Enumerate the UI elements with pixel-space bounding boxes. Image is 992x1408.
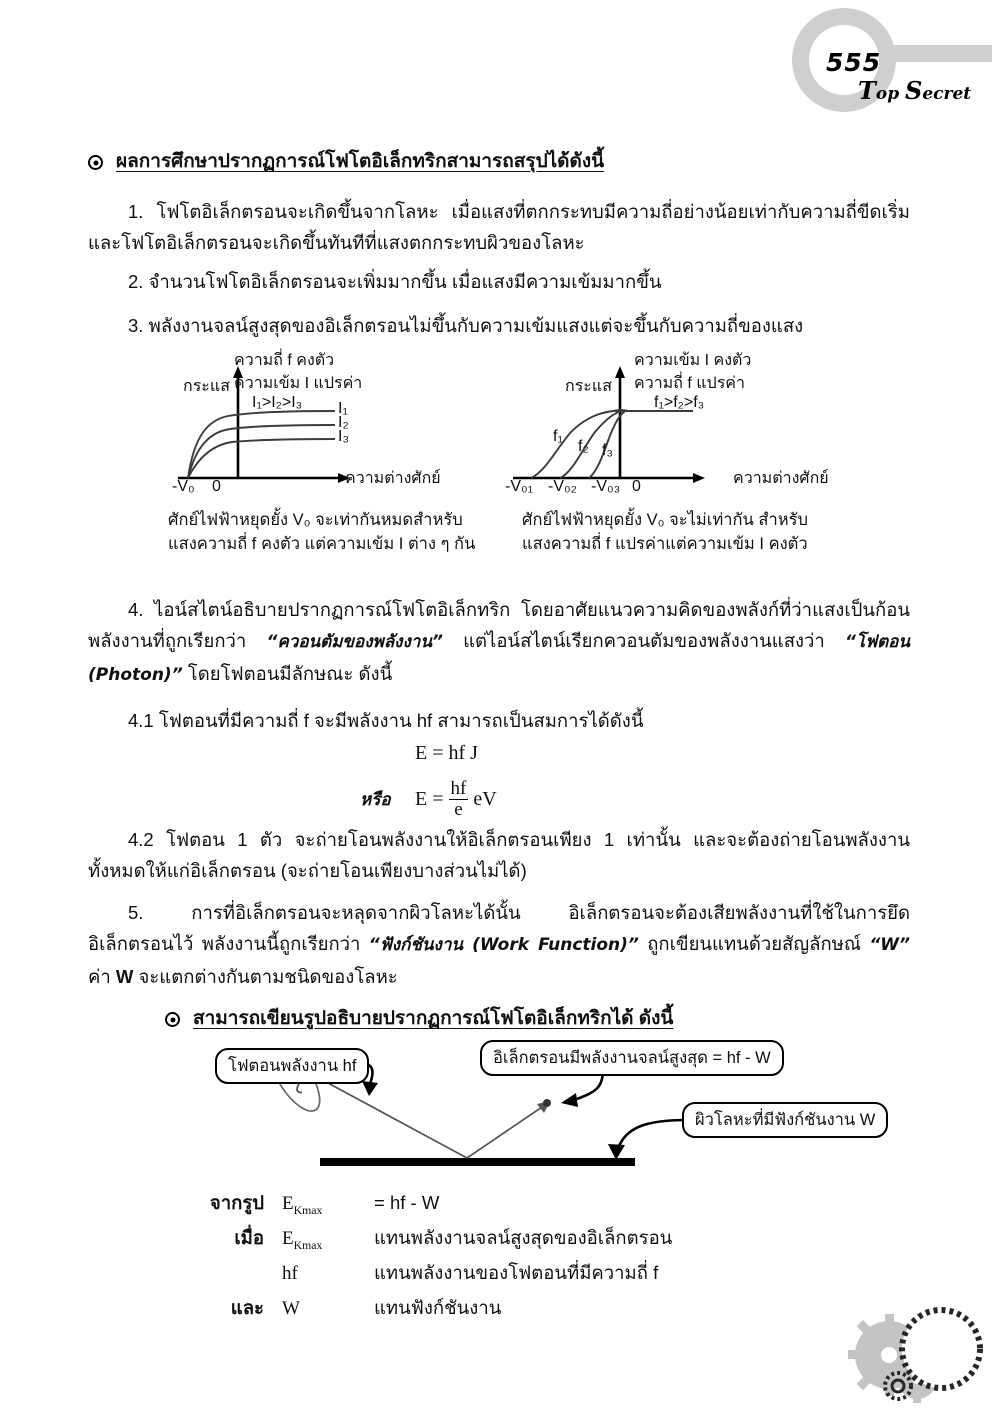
table-row-equation xyxy=(186,1186,672,1221)
equation-symbol-subscript: Kmax xyxy=(293,1203,323,1217)
list-item-5-text-part4: จะแตกต่างกันตามชนิดของโลหะ xyxy=(133,966,398,987)
definitions-table xyxy=(186,1186,672,1326)
right-graph-curve-label-f1: f₁ xyxy=(553,428,563,445)
ejected-electron-ray xyxy=(467,1105,545,1158)
list-item-4-2 xyxy=(88,824,910,886)
page-header-decoration xyxy=(770,0,992,130)
list-item-5 xyxy=(88,897,910,992)
equation-fraction-hf-over-e xyxy=(449,779,469,820)
left-graph-origin-label: 0 xyxy=(212,478,221,495)
right-graph-curve-f2 xyxy=(560,410,625,478)
equation-symbol-cell xyxy=(282,1186,374,1221)
right-graph-stopping-potential-2: -V₀₂ xyxy=(548,478,577,495)
right-graph-title-line2: ความถี่ f แปรค่า xyxy=(634,375,745,392)
right-graph-origin-label: 0 xyxy=(632,478,641,495)
definition-keyword-1 xyxy=(186,1256,282,1291)
list-item-4-2-text: 4.2 โฟตอน 1 ตัว จะถ่ายโอนพลังงานให้อิเล็กตรอนเพียง 1 เท่านั้น และจะต้องถ่ายโอนพลังงานทั้งหมดให้แก่อิเล็กตรอน (จะถ่ายโอนเพียงบางส่วนไม่ได้) xyxy=(88,829,910,881)
section-heading-diagram-label: สามารถเขียนรูปอธิบายปรากฏการณ์โฟโตอิเล็กทริกได้ ดังนี้ xyxy=(193,1008,674,1029)
photon-callout-arrowhead xyxy=(362,1081,378,1096)
definition-symbol-2 xyxy=(282,1291,374,1326)
photoelectric-effect-diagram xyxy=(195,1048,876,1183)
list-item-3-text: 3. พลังงานจลน์สูงสุดของอิเล็กตรอนไม่ขึ้นกับความเข้มแสงแต่จะขึ้นกับความถี่ของแสง xyxy=(128,315,804,336)
list-item-5-quote-symbol-w: “W” xyxy=(869,935,910,955)
definition-keyword-0: เมื่อ xyxy=(234,1227,264,1248)
list-item-4-1 xyxy=(88,705,910,736)
right-graph-caption-line2: แสงความถี่ f แปรค่าแต่ความเข้ม I คงตัว xyxy=(522,535,808,553)
metal-surface xyxy=(320,1158,635,1166)
list-item-2-text: 2. จำนวนโฟโตอิเล็กตรอนจะเพิ่มมากขึ้น เมื่อแสงมีความเข้มมากขึ้น xyxy=(128,271,662,292)
right-graph-title-line1: ความเข้ม I คงตัว xyxy=(634,352,752,369)
stamp-ecret: ecret xyxy=(922,84,972,104)
definition-symbol-0-sub: Kmax xyxy=(293,1238,323,1252)
section-heading-results-label: ผลการศึกษาปรากฏการณ์โฟโตอิเล็กทริกสามารถสรุปได้ดังนี้ xyxy=(116,151,605,172)
callout-photon-energy: โฟตอนพลังงาน hf xyxy=(215,1048,369,1084)
left-graph-title-line3: I₁>I₂>I₃ xyxy=(252,394,303,411)
left-graph-x-axis-label: ความต่างศักย์ xyxy=(345,470,441,487)
table-row xyxy=(186,1221,672,1256)
definition-symbol-2-main: W xyxy=(282,1298,300,1319)
right-graph-y-axis-label: กระแส xyxy=(565,378,612,395)
right-graph-curve-label-f3: f₃ xyxy=(602,442,613,459)
left-graph-curve-label-i2: I₂ xyxy=(338,414,349,431)
list-item-2 xyxy=(88,266,910,297)
definition-symbol-1 xyxy=(282,1256,374,1291)
list-item-1 xyxy=(88,196,910,258)
from-figure-label: จากรูป xyxy=(209,1192,264,1213)
definitions-block xyxy=(186,1186,672,1326)
left-graph-curve-label-i1: I₁ xyxy=(338,400,348,417)
equation-energy-ev xyxy=(415,780,497,821)
footer-gear-decoration xyxy=(845,1300,992,1403)
left-graph-curve-label-i3: I₃ xyxy=(338,428,349,445)
left-graph-curve-i3 xyxy=(188,439,335,478)
right-graph-caption-line1: ศักย์ไฟฟ้าหยุดยั้ง V₀ จะไม่เท่ากัน สำหรับ xyxy=(522,511,808,529)
definition-description-0: แทนพลังงานจลน์สูงสุดของอิเล็กตรอน xyxy=(374,1227,673,1248)
list-item-4-text-part3: โดยโฟตอนมีลักษณะ ดังนี้ xyxy=(182,663,393,684)
left-graph-title-line1: ความถี่ f คงตัว xyxy=(234,352,335,369)
equation-energy-ev-unit: eV xyxy=(473,788,497,811)
left-graph-caption-line2: แสงความถี่ f คงตัว แต่ความเข้ม I ต่าง ๆ กัน xyxy=(168,535,476,553)
gear-dark-large xyxy=(902,1310,980,1388)
top-secret-stamp xyxy=(858,76,971,105)
definition-symbol-0 xyxy=(282,1221,374,1256)
stamp-letter-s: S xyxy=(905,76,923,105)
list-item-5-quote-work-function: “ฟังก์ชันงาน (Work Function)” xyxy=(368,935,639,955)
fraction-denominator: e xyxy=(449,799,469,820)
definition-keyword-2: และ xyxy=(230,1297,264,1318)
section-heading-results xyxy=(88,150,604,175)
equation-rhs: = hf - W xyxy=(374,1192,440,1213)
definition-description-2: แทนฟังก์ชันงาน xyxy=(374,1297,502,1318)
bullseye-icon xyxy=(88,155,103,170)
equation-energy-ev-lhs: E = xyxy=(415,788,444,811)
table-row xyxy=(186,1256,672,1291)
surface-callout-arrow-line xyxy=(619,1120,687,1146)
list-item-5-text-part2: ถูกเขียนแทนด้วยสัญลักษณ์ xyxy=(638,933,870,954)
list-item-4-text-part2: แต่ไอน์สไตน์เรียกควอนตัมของพลังงานแสงว่า xyxy=(442,630,845,651)
surface-callout-arrowhead xyxy=(608,1144,625,1160)
right-graph-x-arrow xyxy=(693,473,705,483)
left-graph-caption-line1: ศักย์ไฟฟ้าหยุดยั้ง V₀ จะเท่ากันหมดสำหรับ xyxy=(168,511,463,529)
right-graph-stopping-potential-1: -V₀₁ xyxy=(505,478,534,495)
left-graph-title-line2: ความเข้ม I แปรค่า xyxy=(234,375,363,392)
equation-symbol: E xyxy=(282,1193,294,1214)
right-graph-y-arrow xyxy=(615,366,625,378)
list-item-4-quote-quantum: “ควอนตัมของพลังงาน” xyxy=(266,632,443,652)
left-graph-curve-i1 xyxy=(188,411,335,478)
right-graph-x-axis-label: ความต่างศักย์ xyxy=(733,470,829,487)
stamp-op: op xyxy=(875,84,900,104)
list-item-4-quote-photon: “โฟตอน (Photon)” xyxy=(88,632,910,685)
callout-metal-surface-work-function: ผิวโลหะที่มีฟังก์ชันงาน W xyxy=(682,1102,888,1138)
section-heading-diagram xyxy=(165,1007,673,1032)
list-item-5-text-part3: ค่า xyxy=(88,966,116,987)
bullseye-icon-2 xyxy=(165,1012,180,1027)
definition-description-1: แทนพลังงานของโฟตอนที่มีความถี่ f xyxy=(374,1262,659,1283)
left-graph-stopping-potential-label: -V₀ xyxy=(172,478,195,495)
list-item-4 xyxy=(88,594,910,691)
photoelectric-graphs xyxy=(0,348,992,558)
right-graph-title-line3: f₁>f₂>f₃ xyxy=(654,394,705,411)
list-item-5-symbol-w: W xyxy=(115,966,134,987)
equation-energy-joules: E = hf J xyxy=(415,742,478,764)
fraction-numerator: hf xyxy=(450,778,467,799)
definition-symbol-1-main: hf xyxy=(282,1263,298,1284)
callout-electron-kinetic-energy: อิเล็กตรอนมีพลังงานจลน์สูงสุด = hf - W xyxy=(480,1040,784,1076)
left-graph-y-axis-label: กระแส xyxy=(183,378,230,395)
table-row xyxy=(186,1291,672,1326)
header-ring-tail xyxy=(882,45,992,62)
list-item-4-text-part1: 4. ไอน์สไตน์อธิบายปรากฏการณ์โฟโตอิเล็กทริก โดยอาศัยแนวความคิดของพลังก์ที่ว่าแสงเป็นก้อนพลังงานที่ถูกเรียกว่า xyxy=(88,599,910,651)
list-item-3 xyxy=(88,310,910,341)
stamp-letter-t: T xyxy=(858,76,876,105)
ejected-electron-dot xyxy=(543,1099,551,1107)
incident-photon-ray xyxy=(315,1076,467,1158)
definition-symbol-0-main: E xyxy=(282,1228,294,1249)
list-item-5-text-part1: 5. การที่อิเล็กตรอนจะหลุดจากผิวโลหะได้นั้น อิเล็กตรอนจะต้องเสียพลังงานที่ใช้ในการยึดอิเล็กตรอนไว้ พลังงานนี้ถูกเรียกว่า xyxy=(88,902,910,954)
right-graph-stopping-potential-3: -V₀₃ xyxy=(591,478,621,495)
equation-or-label: หรือ xyxy=(360,790,391,810)
page-number: 555 xyxy=(826,48,882,77)
electron-callout-arrowhead xyxy=(561,1093,578,1107)
list-item-4-1-text: 4.1 โฟตอนที่มีความถี่ f จะมีพลังงาน hf สามารถเป็นสมการได้ดังนี้ xyxy=(128,710,644,731)
right-graph-curve-label-f2: f₂ xyxy=(578,438,589,455)
list-item-1-text: 1. โฟโตอิเล็กตรอนจะเกิดขึ้นจากโลหะ เมื่อแสงที่ตกกระทบมีความถี่อย่างน้อยเท่ากับความถี่ขีดเริ่ม และโฟโตอิเล็กตรอนจะเกิดขึ้นทันทีที่แสงตกกระทบผิวของโลหะ xyxy=(88,201,910,253)
footer-gears-svg xyxy=(845,1300,992,1403)
